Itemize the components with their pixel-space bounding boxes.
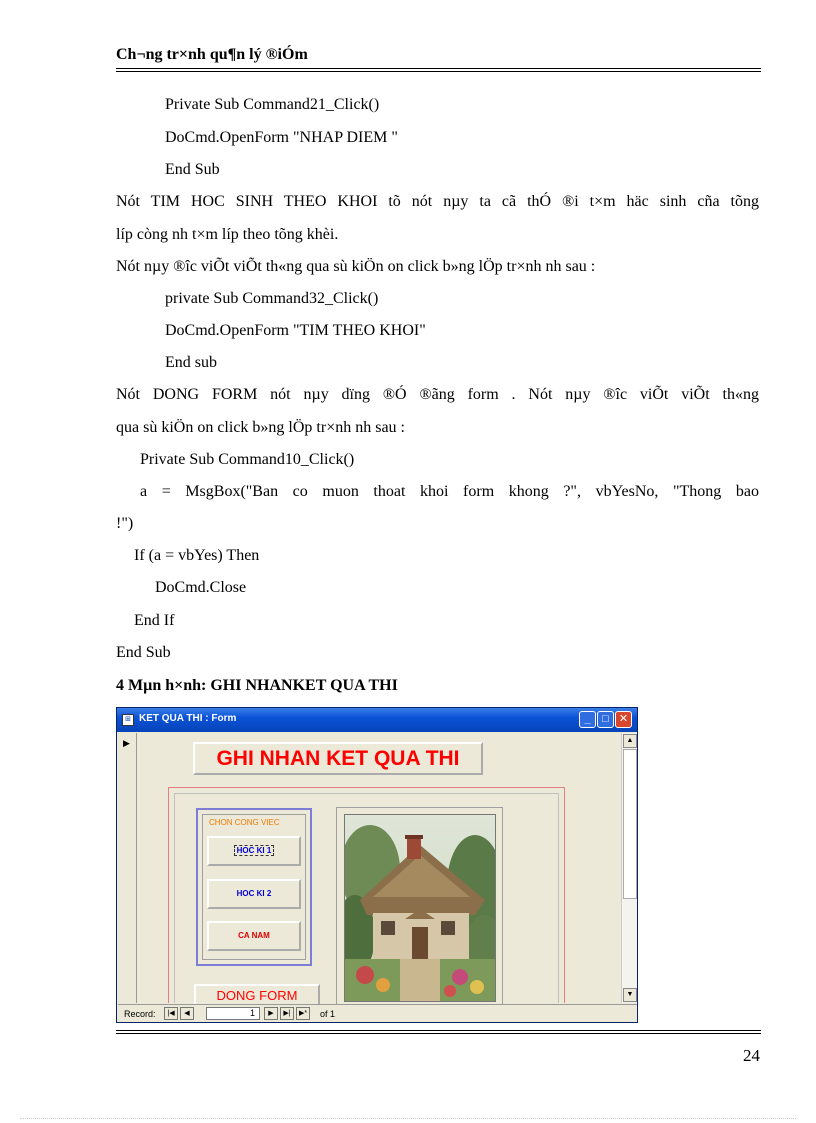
code-line: !") <box>116 515 134 532</box>
picture-frame <box>336 807 503 1007</box>
close-window-button[interactable]: ✕ <box>615 711 632 728</box>
code-line: DoCmd.OpenForm "TIM THEO KHOI" <box>165 322 426 339</box>
dong-form-button[interactable]: DONG FORM <box>194 984 320 1008</box>
code-line: End If <box>134 612 175 629</box>
scroll-thumb[interactable] <box>623 749 637 899</box>
vertical-scrollbar[interactable] <box>621 733 638 1003</box>
last-record-button[interactable]: ▶| <box>280 1007 294 1020</box>
paragraph-line: Nót nµy ®îc viÕt viÕt th«ng qua sù kiÖn on click b»ng lÖp tr×nh nh sau : <box>116 258 596 275</box>
hoc-ki-1-button[interactable] <box>207 836 301 866</box>
paragraph-line: Nót DONG FORM nót nµy dïng ®Ó ®ãng form . Nót nµy ®îc viÕt viÕt th«ng <box>116 386 759 403</box>
paragraph-line: qua sù kiÖn on click b»ng lÖp tr×nh nh sau : <box>116 419 405 436</box>
code-line: a = MsgBox("Ban co muon thoat khoi form khong ?", vbYesNo, "Thong bao <box>140 483 759 500</box>
scroll-up-button[interactable]: ▲ <box>623 734 637 748</box>
code-line: Private Sub Command21_Click() <box>165 96 380 113</box>
code-line: private Sub Command32_Click() <box>165 290 379 307</box>
form-detail <box>137 733 621 1003</box>
code-line: Private Sub Command10_Click() <box>140 451 355 468</box>
record-number-input[interactable]: 1 <box>206 1007 260 1020</box>
maximize-button[interactable]: □ <box>597 711 614 728</box>
record-label: Record: <box>124 1009 156 1019</box>
group-label: CHON CONG VIEC <box>209 818 280 827</box>
section-heading: 4 Mµn h×nh: GHI NHANKET QUA THI <box>116 677 398 694</box>
ca-nam-button[interactable]: CA NAM <box>207 921 301 951</box>
paragraph-line: Nót TIM HOC SINH THEO KHOI tõ nót nµy ta cã thÓ ®i t×m häc sinh cña tõng <box>116 193 759 210</box>
hoc-ki-1-label: HOC KI 1 <box>234 845 275 856</box>
footer-rule <box>116 1033 761 1034</box>
code-line: End Sub <box>165 161 220 178</box>
previous-record-button[interactable]: ◀ <box>180 1007 194 1020</box>
hoc-ki-2-button[interactable]: HOC KI 2 <box>207 879 301 909</box>
new-record-button[interactable]: ▶* <box>296 1007 310 1020</box>
footer-rule <box>116 1030 761 1031</box>
first-record-button[interactable]: |◀ <box>164 1007 178 1020</box>
record-selector[interactable] <box>118 733 137 1003</box>
page-header-title: Ch¬ng tr×nh qu¶n lý ®iÓm <box>116 46 308 63</box>
page-number: 24 <box>743 1046 760 1065</box>
cottage-painting <box>344 814 496 1002</box>
code-line: DoCmd.OpenForm "NHAP DIEM " <box>165 129 398 146</box>
code-line: End Sub <box>116 644 171 661</box>
code-line: If (a = vbYes) Then <box>134 547 260 564</box>
page-bottom-border <box>20 1118 796 1119</box>
code-line: DoCmd.Close <box>155 579 247 596</box>
record-pointer-icon: ▶ <box>123 738 130 748</box>
form-title-label: GHI NHAN KET QUA THI <box>193 742 483 775</box>
access-form-window <box>116 707 638 1023</box>
paragraph-line: líp còng nh t×m líp theo tõng khèi. <box>116 226 339 243</box>
record-navigation-bar <box>118 1004 637 1023</box>
code-line: End sub <box>165 354 217 371</box>
scroll-down-button[interactable]: ▼ <box>623 988 637 1002</box>
form-icon: ⊞ <box>122 714 134 726</box>
header-rule <box>116 71 761 72</box>
next-record-button[interactable]: ▶ <box>264 1007 278 1020</box>
minimize-button[interactable]: _ <box>579 711 596 728</box>
window-titlebar[interactable] <box>117 708 637 732</box>
header-rule <box>116 68 761 69</box>
window-title: KET QUA THI : Form <box>139 713 237 724</box>
record-count: of 1 <box>320 1009 336 1019</box>
